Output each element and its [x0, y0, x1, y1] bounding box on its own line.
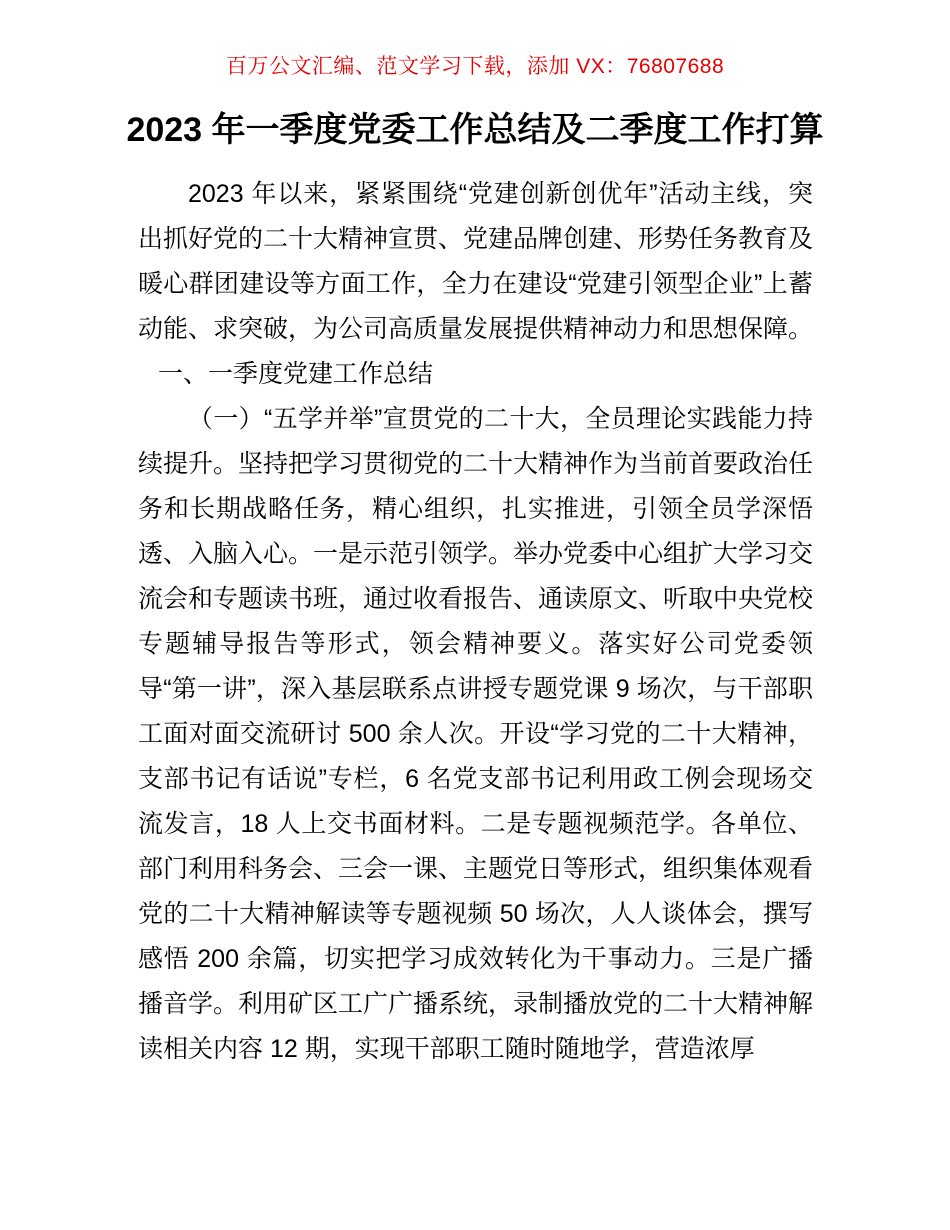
paragraph-section-one: （一）“五学并举”宣贯党的二十大，全员理论实践能力持续提升。坚持把学习贯彻党的二十大精神作为当前首要政治任务和长期战略任务，精心组织，扎实推进，引领全员学深悟透、入脑入心。一是示范引领学。举办党委中心组扩大学习交流会和专题读书班，通过收看报告、通读原文、听取中央党校专题辅导报告等形式，领会精神要义。落实好公司党委领导“第一讲”，深入基层联系点讲授专题党课 9 场次，与干部职工面对面交流研讨 500 余人次。开设“学习党的二十大精神，支部书记有话说”专栏，6 名党支部书记利用政工例会现场交流发言，18 人上交书面材料。二是专题视频范学。各单位、部门利用科务会、三会一课、主题党日等形式，组织集体观看党的二十大精神解读等专题视频 50 场次，人人谈体会，撰写感悟 200 余篇，切实把学习成效转化为干事动力。三是广播播音学。利用矿区工广广播系统，录制播放党的二十大精神解读相关内容 12 期，实现干部职工随时随地学，营造浓厚: [138, 405, 814, 1063]
section-heading-q1-summary: 一、一季度党建工作总结: [158, 360, 434, 388]
document-body: [138, 172, 813, 1072]
promo-banner: 百万公文汇编、范文学习下载，添加 VX：76807688: [225, 55, 725, 78]
document-title: 2023 年一季度党委工作总结及二季度工作打算: [126, 111, 824, 149]
paragraph-intro: 2023 年以来，紧紧围绕“党建创新创优年”活动主线，突出抓好党的二十大精神宣贯、党建品牌创建、形势任务教育及暖心群团建设等方面工作，全力在建设“党建引领型企业”上蓄动能、求突破，为公司高质量发展提供精神动力和思想保障。: [138, 180, 814, 343]
